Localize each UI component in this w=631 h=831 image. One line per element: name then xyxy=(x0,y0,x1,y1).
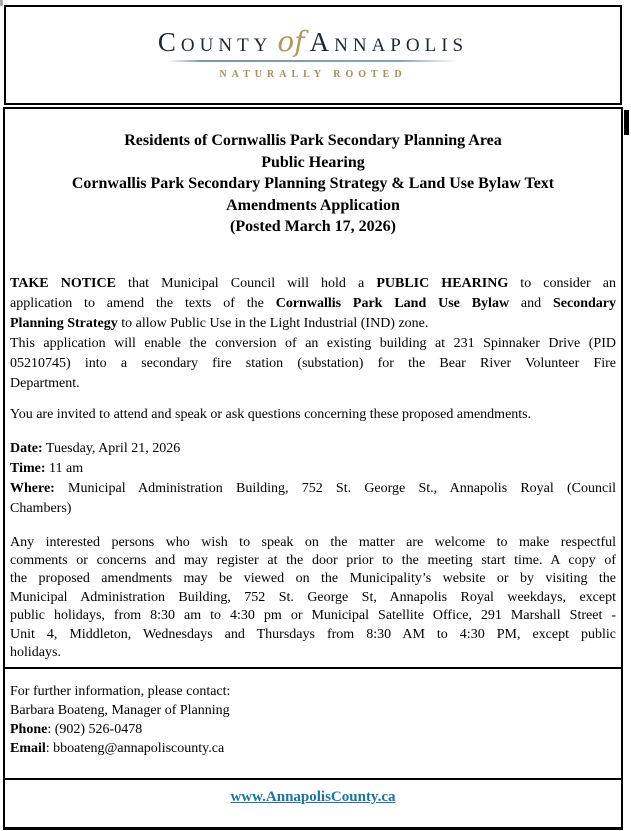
notice-title-line: Amendments Application xyxy=(226,196,400,214)
hearing-details xyxy=(10,439,616,519)
text-line: Chambers) xyxy=(10,500,72,516)
text-line: comments or concerns and may register at the door prior to the meeting start time. A copy of xyxy=(10,552,616,568)
scan-artifact-corner xyxy=(0,0,3,6)
text-line: holidays. xyxy=(10,644,61,660)
text-line: For further information, please contact: xyxy=(10,684,231,699)
paragraph-take-notice xyxy=(10,274,616,394)
text-line: Planning Strategy to allow Public Use in the Light Industrial (IND) zone. xyxy=(10,315,429,331)
notice-body-box xyxy=(3,107,623,669)
header-box xyxy=(4,5,622,105)
text-line: Time: 11 am xyxy=(10,460,84,476)
text-line: Date: Tuesday, April 21, 2026 xyxy=(10,440,181,456)
paragraph-invitation xyxy=(10,405,616,425)
text-line: Any interested persons who wish to speak on the matter are welcome to make respectful xyxy=(10,534,616,550)
text-line: application to amend the texts of the Cornwallis Park Land Use Bylaw and Secondary xyxy=(10,295,616,311)
text-line: Phone: (902) 526-0478 xyxy=(10,722,143,737)
text-line: Email: bboateng@annapoliscounty.ca xyxy=(10,741,225,756)
text-line: 05210745) into a secondary fire station (substation) for the Bear River Volunteer Fire xyxy=(10,355,616,371)
notice-title-line: Residents of Cornwallis Park Secondary Planning Area xyxy=(124,132,502,149)
scan-artifact-bar xyxy=(624,110,629,135)
text-line: the proposed amendments may be viewed on the Municipality’s website or by visiting the xyxy=(10,571,616,587)
text-line: TAKE NOTICE that Municipal Council will hold a PUBLIC HEARING to consider an xyxy=(10,275,617,291)
paragraph-viewing-info xyxy=(10,534,616,663)
notice-title xyxy=(10,130,616,238)
logo-text-annapolis: Annapolis xyxy=(309,27,469,57)
contact-info-box xyxy=(3,669,623,780)
logo-text-county: County xyxy=(157,27,273,57)
notice-title-line: Cornwallis Park Secondary Planning Strategy & Land Use Bylaw Text xyxy=(71,175,555,192)
text-line: public holidays, from 8:30 am to 4:30 pm or Municipal Satellite Office, 291 Marshall Street - xyxy=(10,608,616,624)
notice-title-line: Public Hearing xyxy=(261,153,365,171)
text-line: This application will enable the conversion of an existing building at 231 Spinnaker Drive (PID xyxy=(10,335,616,351)
text-line: You are invited to attend and speak or ask questions concerning these proposed amendments. xyxy=(10,406,532,422)
logo-divider-line xyxy=(167,60,459,62)
website-link[interactable]: www.AnnapolisCounty.ca xyxy=(230,789,396,805)
text-line: Where: Municipal Administration Building, 752 St. George St., Annapolis Royal (Council xyxy=(10,480,616,496)
logo-tagline: NATURALLY ROOTED xyxy=(219,69,407,80)
text-line: Unit 4, Middleton, Wednesdays and Thursdays from 8:30 AM to 4:30 PM, except public xyxy=(10,626,616,642)
footer-box xyxy=(3,780,623,830)
logo-text-of: of xyxy=(277,25,305,58)
text-line: Barbara Boateng, Manager of Planning xyxy=(10,703,230,718)
text-line: Municipal Administration Building, 752 St. George St, Annapolis Royal weekdays, except xyxy=(10,589,616,605)
text-line: Department. xyxy=(10,375,80,391)
logo-wordmark xyxy=(6,27,620,57)
county-of-annapolis-logo xyxy=(6,7,620,80)
notice-title-line: (Posted March 17, 2026) xyxy=(230,218,396,235)
